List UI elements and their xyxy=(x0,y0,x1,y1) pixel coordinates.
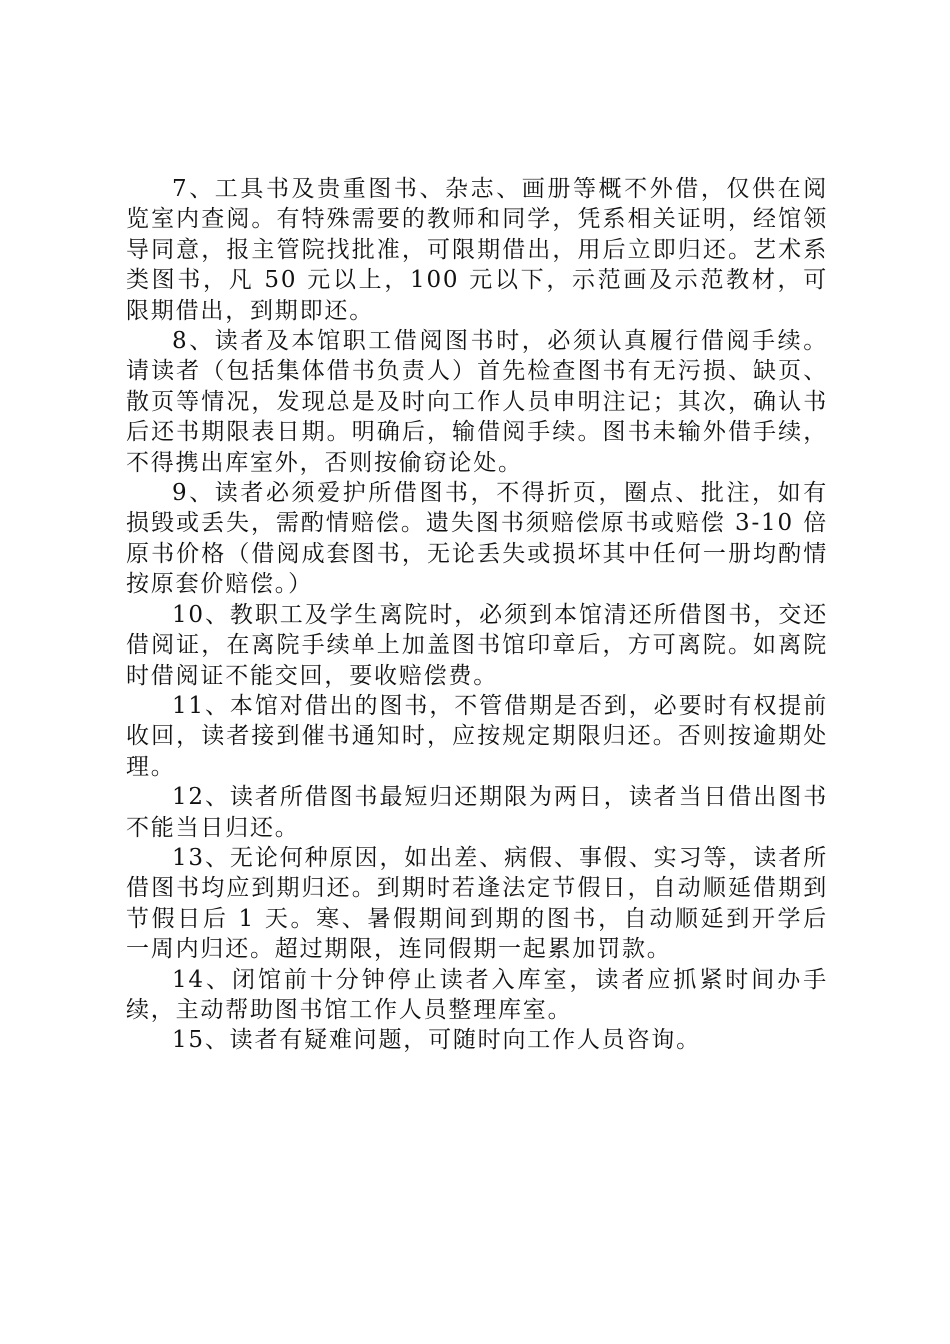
rule-paragraph-8: 8、读者及本馆职工借阅图书时，必须认真履行借阅手续。请读者（包括集体借书负责人）首先检查图书有无污损、缺页、散页等情况，发现总是及时向工作人员申明注记；其次，确认书后还书期限表日期。明确后，输借阅手续。图书未输外借手续，不得携出库室外，否则按偷窃论处。 xyxy=(126,328,828,476)
rule-paragraph-9: 9、读者必须爱护所借图书，不得折页，圈点、批注，如有损毁或丢失，需酌情赔偿。遗失图书须赔偿原书或赔偿 3-10 倍原书价格（借阅成套图书，无论丢失或损坏其中任何一册均酌情按原套价赔偿。） xyxy=(126,480,828,598)
rule-paragraph-7: 7、工具书及贵重图书、杂志、画册等概不外借，仅供在阅览室内查阅。有特殊需要的教师和同学，凭系相关证明，经馆领导同意，报主管院找批准，可限期借出，用后立即归还。艺术系类图书，凡 50 元以上，100 元以下，示范画及示范教材，可限期借出，到期即还。 xyxy=(126,176,828,324)
rule-paragraph-15: 15、读者有疑难问题，可随时向工作人员咨询。 xyxy=(172,1027,701,1054)
rule-paragraph-11: 11、本馆对借出的图书，不管借期是否到，必要时有权提前收回，读者接到催书通知时，应按规定期限归还。否则按逾期处理。 xyxy=(126,692,828,780)
rule-paragraph-12: 12、读者所借图书最短归还期限为两日，读者当日借出图书不能当日归还。 xyxy=(126,784,828,841)
rule-paragraph-13: 13、无论何种原因，如出差、病假、事假、实习等，读者所借图书均应到期归还。到期时若逢法定节假日，自动顺延借期到节假日后 1 天。寒、暑假期间到期的图书，自动顺延到开学后一周内归还。超过期限，连同假期一起累加罚款。 xyxy=(126,844,828,963)
rule-paragraph-14: 14、闭馆前十分钟停止读者入库室，读者应抓紧时间办手续，主动帮助图书馆工作人员整理库室。 xyxy=(126,966,828,1023)
rule-paragraph-10: 10、教职工及学生离院时，必须到本馆清还所借图书，交还借阅证，在离院手续单上加盖图书馆印章后，方可离院。如离院时借阅证不能交回，要收赔偿费。 xyxy=(126,601,828,689)
document-body xyxy=(126,174,828,1056)
